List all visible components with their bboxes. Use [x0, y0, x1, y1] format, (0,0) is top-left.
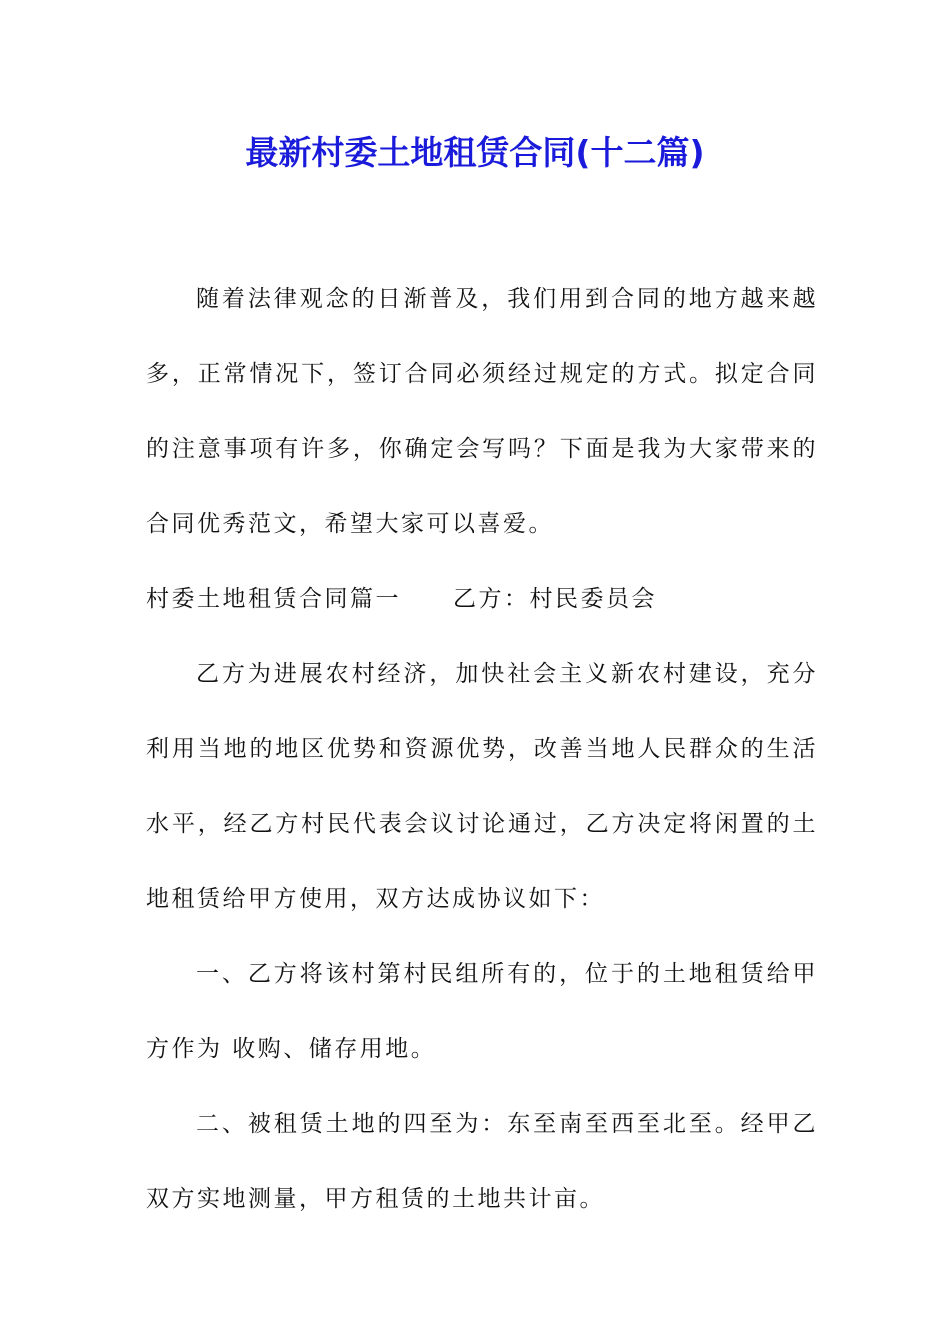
section-heading: 村委土地租赁合同篇一 — [146, 586, 401, 612]
clause-1-paragraph: 一、乙方将该村第村民组所有的，位于的土地租赁给甲方作为 收购、储存用地。 — [146, 961, 818, 1062]
party-b-label: 乙方：村民委员会 — [453, 586, 657, 612]
purpose-paragraph: 乙方为进展农村经济，加快社会主义新农村建设，充分利用当地的地区优势和资源优势，改善当地人民群众的生活水平，经乙方村民代表会议讨论通过，乙方决定将闲置的土地租赁给甲方使用，双方达成协议如下： — [146, 661, 818, 912]
section-heading-line — [146, 562, 818, 637]
clause-2-paragraph: 二、被租赁土地的四至为：东至南至西至北至。经甲乙双方实地测量，甲方租赁的土地共计亩。 — [146, 1111, 818, 1212]
document-body — [146, 262, 818, 1237]
intro-paragraph: 随着法律观念的日渐普及，我们用到合同的地方越来越多，正常情况下，签订合同必须经过规定的方式。拟定合同的注意事项有许多，你确定会写吗？下面是我为大家带来的合同优秀范文，希望大家可以喜爱。 — [146, 286, 818, 537]
document-title: 最新村委土地租赁合同(十二篇) — [245, 133, 705, 172]
